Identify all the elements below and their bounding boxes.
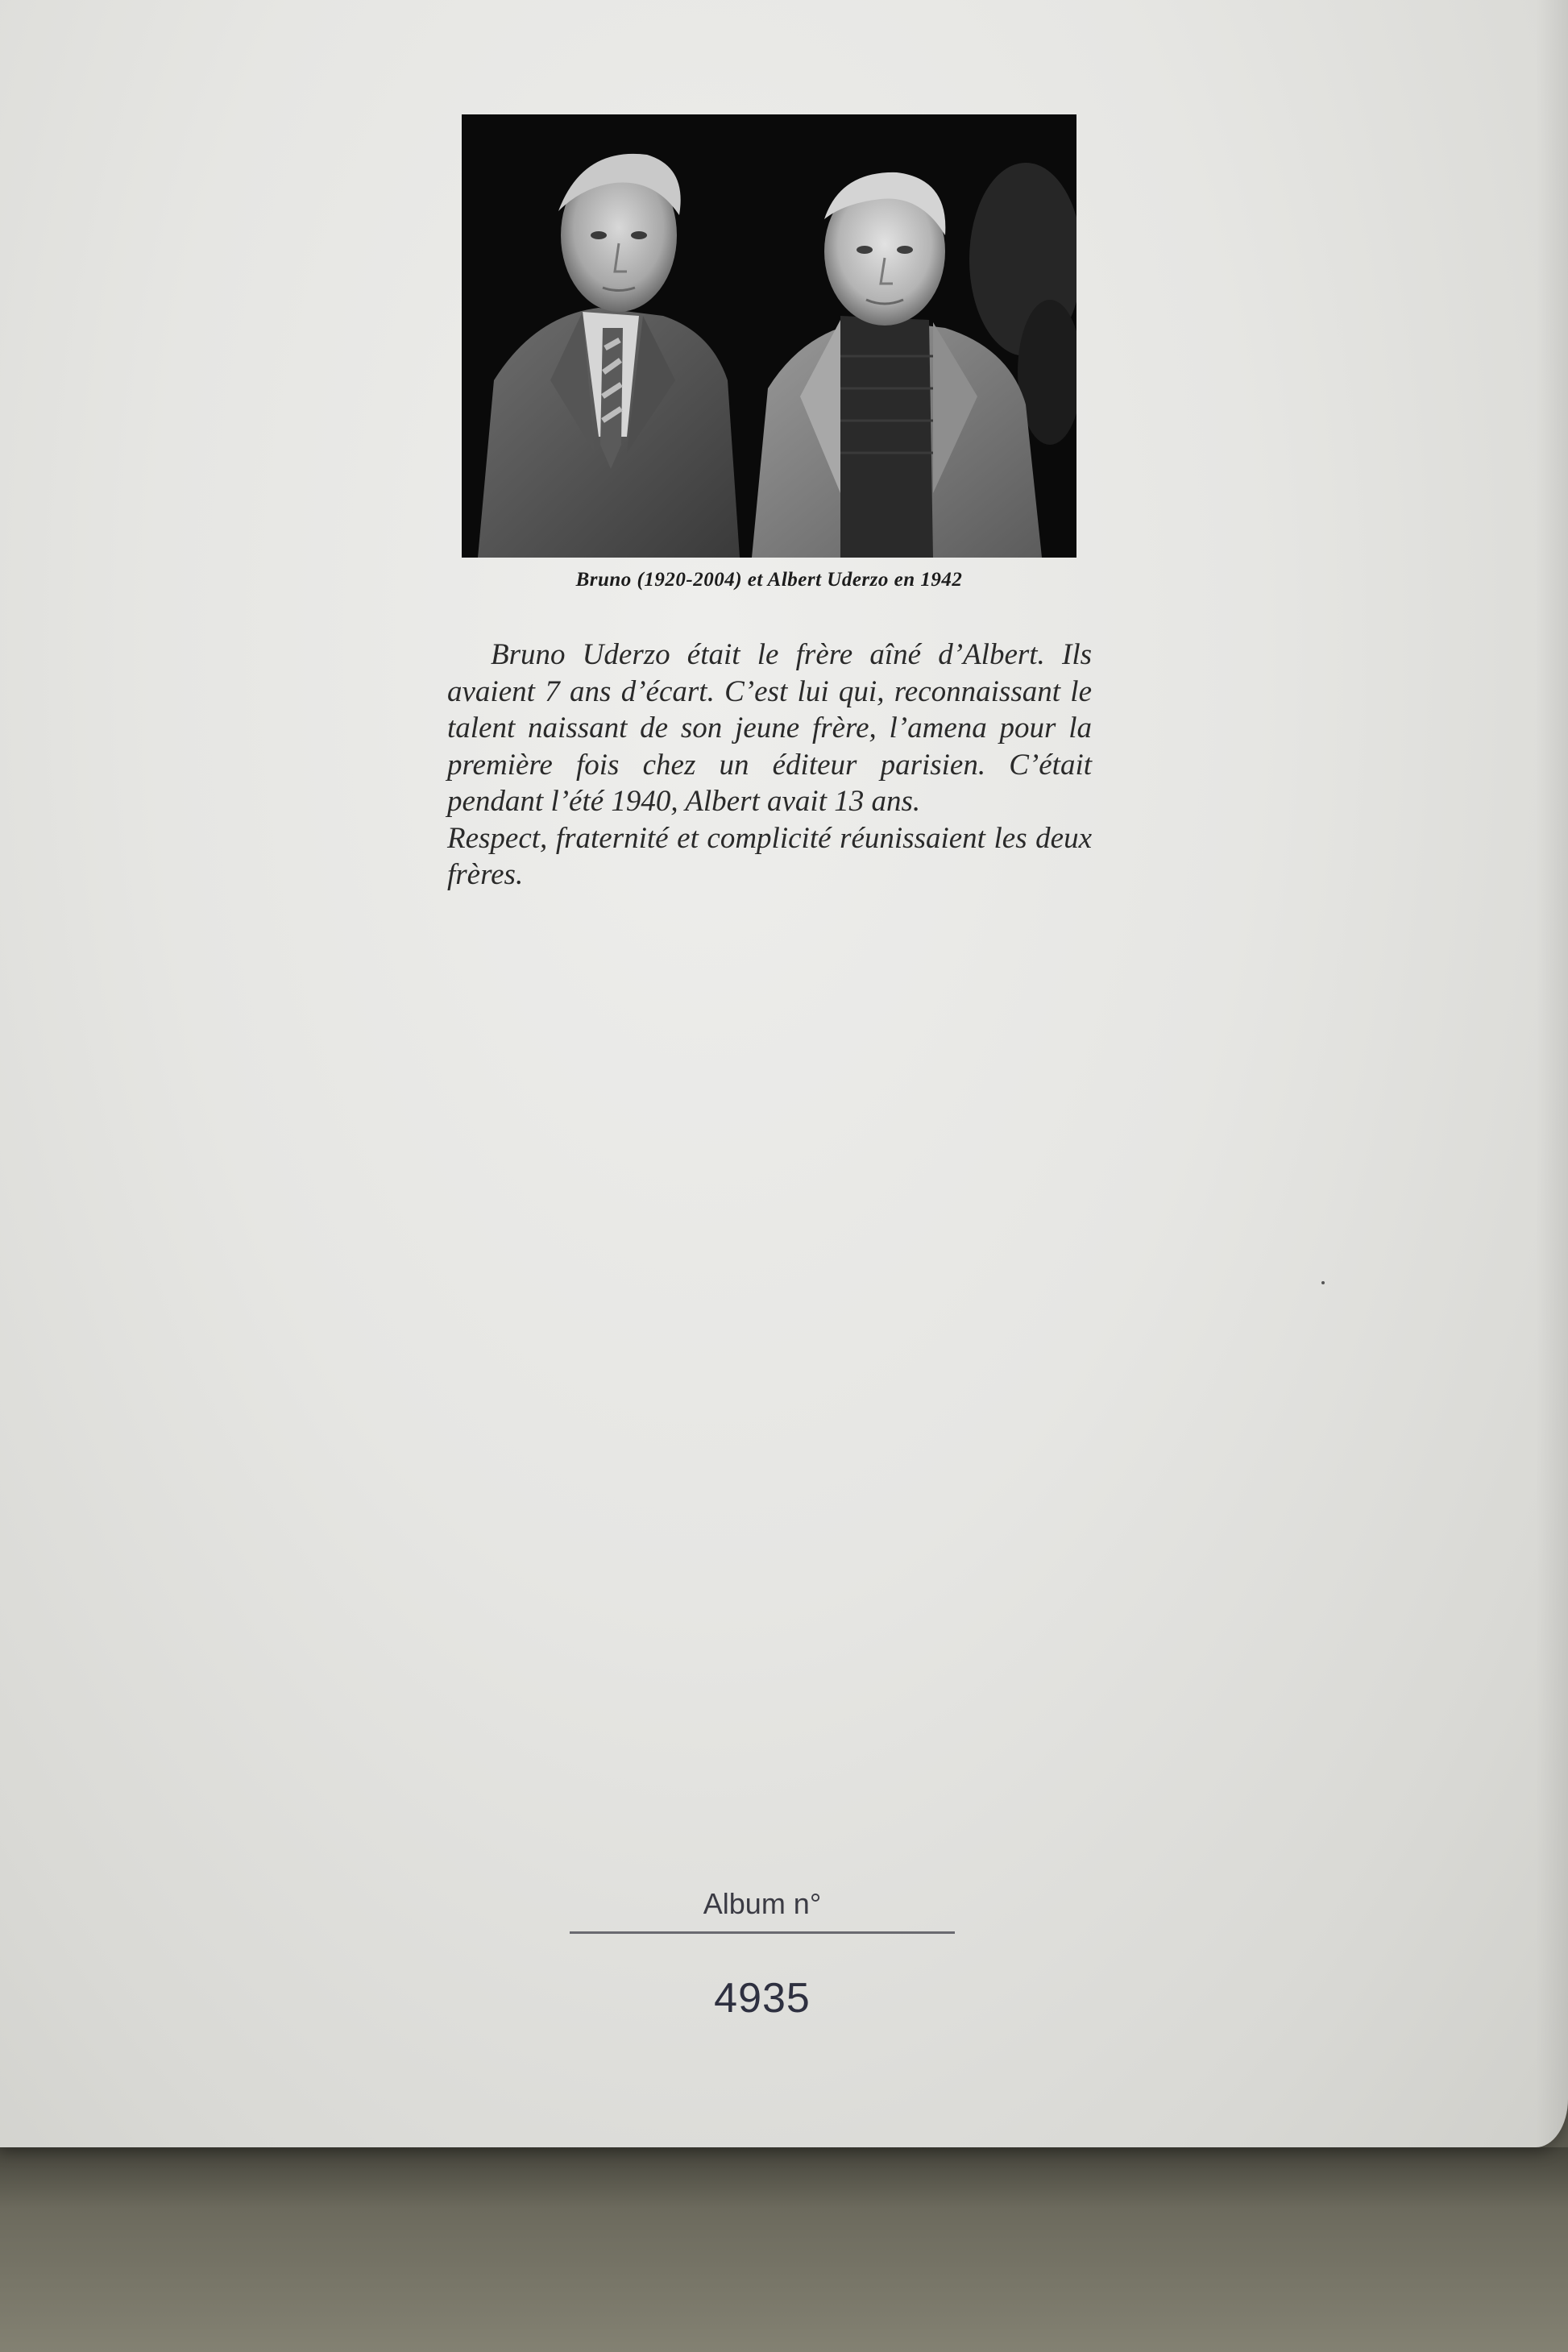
text-line: les deux frères. <box>447 821 1093 891</box>
album-number: 4935 <box>714 1975 811 2022</box>
body-text <box>447 637 1092 894</box>
text-line: chez un éditeur parisien. C’était pendant <box>447 748 1093 818</box>
paragraph-2 <box>447 820 1092 894</box>
page-shadow <box>0 2147 1568 2352</box>
text-line: l’été 1940, Albert avait 13 ans. <box>550 785 921 818</box>
photograph <box>462 114 1076 558</box>
text-line: jeune frère, l’amena pour la première fois <box>447 711 1092 782</box>
text-line: Bruno Uderzo était le frère aîné d’Albert. <box>491 638 1045 671</box>
page-speck <box>1321 1281 1325 1284</box>
text-line: Respect, fraternité et complicité réunissaient <box>447 821 985 855</box>
photo-caption: Bruno (1920-2004) et Albert Uderzo en 1942 <box>575 569 963 591</box>
page-edge <box>1536 0 1568 2147</box>
photograph-image <box>462 114 1076 558</box>
paragraph-1 <box>447 637 1092 820</box>
album-divider <box>570 1931 955 1934</box>
text-line: reconnaissant le talent naissant de son <box>447 674 1093 745</box>
text-line: Ils avaient 7 ans d’écart. C’est lui qui, <box>447 638 1092 708</box>
album-label: Album n° <box>703 1887 822 1920</box>
